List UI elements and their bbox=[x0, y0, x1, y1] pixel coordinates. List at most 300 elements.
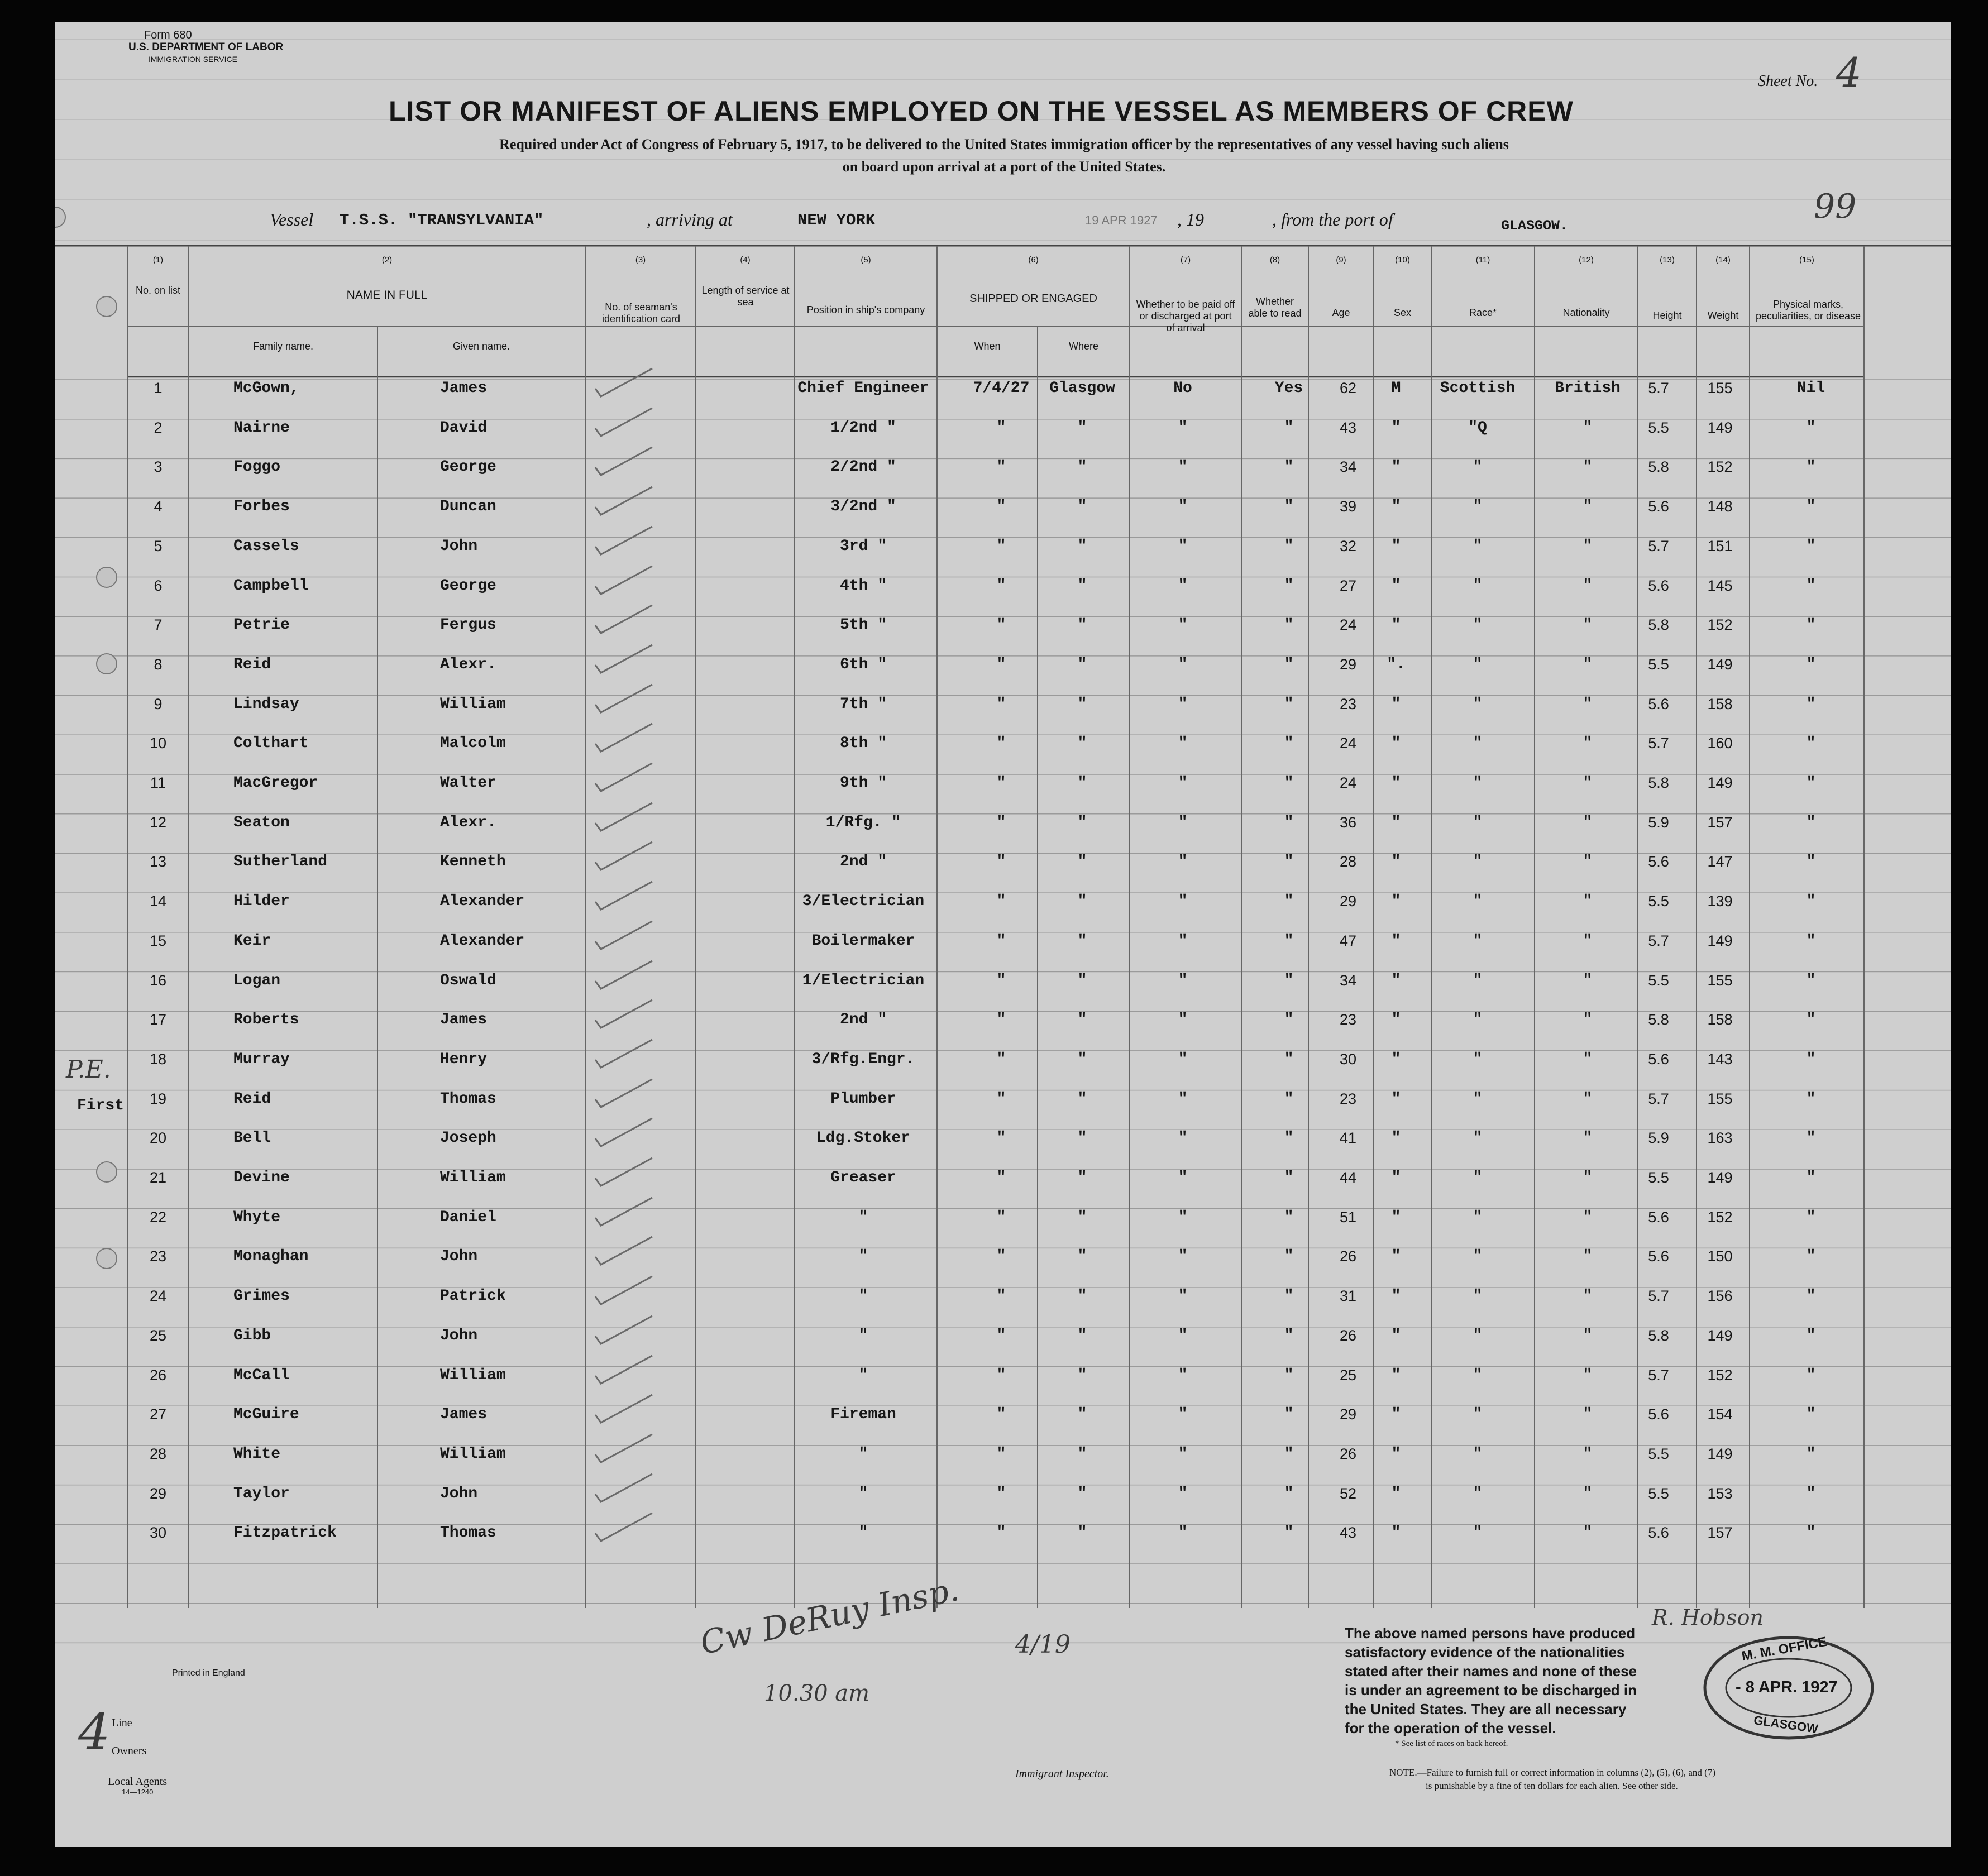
cell-height: 5.5 bbox=[1648, 655, 1669, 673]
cell-marks: " bbox=[1806, 1208, 1816, 1226]
table-row bbox=[55, 686, 1951, 725]
cell-weight: 156 bbox=[1707, 1288, 1733, 1305]
cell-read: " bbox=[1284, 458, 1294, 476]
column-number-5: (5) bbox=[861, 255, 871, 265]
cell-age: 24 bbox=[1339, 735, 1357, 752]
cell-age: 23 bbox=[1339, 1090, 1357, 1107]
check-mark-icon bbox=[591, 1114, 663, 1153]
cell-read: " bbox=[1284, 1130, 1294, 1147]
table-row bbox=[55, 488, 1951, 527]
cell-position: Plumber bbox=[830, 1090, 896, 1108]
cell-given: Alexander bbox=[440, 893, 525, 911]
cell-where: " bbox=[1077, 774, 1087, 792]
check-mark-icon bbox=[591, 522, 663, 561]
cell-age: 31 bbox=[1339, 1288, 1357, 1305]
check-mark-icon bbox=[591, 1272, 663, 1311]
cell-position: Greaser bbox=[830, 1169, 896, 1186]
cell-nat: " bbox=[1583, 1485, 1593, 1502]
form-number: Form 680 bbox=[144, 29, 192, 41]
check-mark-icon bbox=[591, 798, 663, 838]
cell-race: " bbox=[1473, 735, 1483, 753]
cell-height: 5.7 bbox=[1648, 537, 1669, 554]
cell-height: 5.5 bbox=[1648, 972, 1669, 989]
cell-sex: " bbox=[1391, 893, 1401, 911]
cell-paid: " bbox=[1178, 972, 1188, 989]
cell-read: " bbox=[1284, 932, 1294, 950]
check-mark-icon bbox=[591, 838, 663, 877]
cell-weight: 152 bbox=[1707, 458, 1733, 476]
cell-family: McGown, bbox=[233, 380, 299, 397]
cell-given: Oswald bbox=[440, 972, 496, 989]
punch-hole bbox=[96, 1161, 117, 1183]
cell-read: " bbox=[1284, 1090, 1294, 1108]
inspector-signature: Cw DeRuy Insp. bbox=[697, 1570, 962, 1662]
cell-weight: 145 bbox=[1707, 577, 1733, 594]
cell-marks: " bbox=[1806, 1248, 1816, 1266]
cell-sex: " bbox=[1391, 458, 1401, 476]
cell-given: James bbox=[440, 380, 488, 397]
cell-weight: 143 bbox=[1707, 1050, 1733, 1068]
mm-office-stamp bbox=[1702, 1635, 1875, 1741]
cell-position: Ldg.Stoker bbox=[816, 1130, 911, 1147]
cell-weight: 149 bbox=[1707, 1327, 1733, 1344]
cell-marks: " bbox=[1806, 1406, 1816, 1424]
cell-where: " bbox=[1077, 498, 1087, 516]
cell-position: 1/Rfg. " bbox=[825, 813, 901, 831]
cell-nat: " bbox=[1583, 1248, 1593, 1266]
cell-race: " bbox=[1473, 774, 1483, 792]
manifest-sheet bbox=[55, 22, 1951, 1847]
cell-sex: " bbox=[1391, 1050, 1401, 1068]
cell-where: " bbox=[1077, 1485, 1087, 1502]
cell-race: " bbox=[1473, 616, 1483, 634]
cell-paid: " bbox=[1178, 577, 1188, 595]
cell-age: 26 bbox=[1339, 1248, 1357, 1265]
table-row bbox=[55, 1277, 1951, 1317]
cell-nat: " bbox=[1583, 695, 1593, 713]
cell-read: " bbox=[1284, 1485, 1294, 1502]
cell-where: " bbox=[1077, 537, 1087, 555]
cell-family: Roberts bbox=[233, 1011, 299, 1029]
cell-paid: " bbox=[1178, 774, 1188, 792]
cell-when: " bbox=[996, 1366, 1006, 1384]
cell-family: White bbox=[233, 1445, 281, 1463]
statement-line-5: the United States. They are all necessary bbox=[1345, 1701, 1627, 1717]
cell-marks: " bbox=[1806, 1366, 1816, 1384]
cell-marks: " bbox=[1806, 1524, 1816, 1542]
cell-nat: " bbox=[1583, 419, 1593, 437]
cell-position: 2/2nd " bbox=[830, 458, 896, 476]
cell-where: " bbox=[1077, 853, 1087, 871]
check-mark-icon bbox=[591, 364, 663, 403]
cell-height: 5.5 bbox=[1648, 1169, 1669, 1186]
cell-height: 5.7 bbox=[1648, 380, 1669, 396]
cell-read: " bbox=[1284, 1445, 1294, 1463]
cell-read: " bbox=[1284, 498, 1294, 516]
col-sex: Sex bbox=[1393, 307, 1412, 318]
cell-marks: " bbox=[1806, 695, 1816, 713]
statement-line-6: for the operation of the vessel. bbox=[1345, 1720, 1556, 1736]
cell-no: 21 bbox=[149, 1169, 167, 1186]
cell-no: 7 bbox=[154, 616, 163, 634]
table-row bbox=[55, 1475, 1951, 1514]
column-number-9: (9) bbox=[1336, 255, 1346, 265]
cell-paid: " bbox=[1178, 498, 1188, 516]
cell-weight: 157 bbox=[1707, 1524, 1733, 1542]
cell-family: Grimes bbox=[233, 1288, 290, 1305]
officer-signature: R. Hobson bbox=[1652, 1605, 1764, 1630]
cell-read: Yes bbox=[1274, 380, 1303, 397]
table-row bbox=[55, 1001, 1951, 1040]
cell-position: 4th " bbox=[839, 577, 887, 595]
cell-when: " bbox=[996, 1327, 1006, 1344]
cell-given: Alexander bbox=[440, 932, 525, 950]
cell-nat: " bbox=[1583, 1090, 1593, 1108]
table-row bbox=[55, 1357, 1951, 1396]
cell-given: George bbox=[440, 577, 496, 595]
cell-family: Monaghan bbox=[233, 1248, 309, 1266]
cell-marks: " bbox=[1806, 893, 1816, 911]
cell-age: 24 bbox=[1339, 616, 1357, 634]
cell-sex: " bbox=[1391, 853, 1401, 871]
table-row bbox=[55, 409, 1951, 448]
cell-marks: " bbox=[1806, 1169, 1816, 1186]
cell-sex: " bbox=[1391, 1130, 1401, 1147]
cell-race: " bbox=[1473, 1327, 1483, 1344]
table-row bbox=[55, 1514, 1951, 1553]
cell-age: 39 bbox=[1339, 498, 1357, 515]
cell-marks: Nil bbox=[1796, 380, 1825, 397]
cell-position: Boilermaker bbox=[811, 932, 915, 950]
race-note: * See list of races on back hereof. bbox=[1395, 1739, 1508, 1748]
cell-when: " bbox=[996, 655, 1006, 673]
table-row bbox=[55, 567, 1951, 606]
cell-when: " bbox=[996, 695, 1006, 713]
cell-paid: " bbox=[1178, 1406, 1188, 1424]
cell-height: 5.6 bbox=[1648, 577, 1669, 594]
cell-when: " bbox=[996, 1485, 1006, 1502]
cell-marks: " bbox=[1806, 1050, 1816, 1068]
cell-weight: 149 bbox=[1707, 655, 1733, 673]
cell-paid: " bbox=[1178, 1169, 1188, 1186]
cell-height: 5.8 bbox=[1648, 458, 1669, 476]
check-mark-icon bbox=[591, 956, 663, 996]
cell-height: 5.6 bbox=[1648, 1050, 1669, 1068]
cell-nat: " bbox=[1583, 1327, 1593, 1344]
vessel-name: T.S.S. "TRANSYLVANIA" bbox=[340, 211, 544, 229]
cell-marks: " bbox=[1806, 577, 1816, 595]
cell-weight: 152 bbox=[1707, 1208, 1733, 1226]
column-number-4: (4) bbox=[740, 255, 751, 265]
cell-sex: " bbox=[1391, 695, 1401, 713]
cell-paid: " bbox=[1178, 735, 1188, 753]
cell-given: William bbox=[440, 695, 506, 713]
cell-height: 5.7 bbox=[1648, 932, 1669, 949]
cell-when: " bbox=[996, 537, 1006, 555]
cell-nat: " bbox=[1583, 932, 1593, 950]
cell-when: " bbox=[996, 1524, 1006, 1542]
cell-weight: 149 bbox=[1707, 1445, 1733, 1462]
cell-no: 28 bbox=[149, 1445, 167, 1462]
column-number-13: (13) bbox=[1660, 255, 1675, 265]
col-race: Race* bbox=[1469, 307, 1497, 318]
cell-no: 22 bbox=[149, 1208, 167, 1226]
cell-no: 24 bbox=[149, 1288, 167, 1305]
cell-nat: " bbox=[1583, 458, 1593, 476]
cell-race: " bbox=[1473, 972, 1483, 989]
cell-family: Lindsay bbox=[233, 695, 299, 713]
cell-race: " bbox=[1473, 1406, 1483, 1424]
cell-weight: 149 bbox=[1707, 419, 1733, 436]
cell-sex: ". bbox=[1387, 655, 1406, 673]
cell-weight: 151 bbox=[1707, 537, 1733, 554]
cell-read: " bbox=[1284, 577, 1294, 595]
cell-race: " bbox=[1473, 1485, 1483, 1502]
cell-given: Alexr. bbox=[440, 655, 496, 673]
cell-family: Devine bbox=[233, 1169, 290, 1186]
cell-when: 7/4/27 bbox=[973, 380, 1030, 397]
cell-when: " bbox=[996, 1445, 1006, 1463]
cell-weight: 160 bbox=[1707, 735, 1733, 752]
cell-no: 18 bbox=[149, 1050, 167, 1068]
cell-where: " bbox=[1077, 616, 1087, 634]
column-number-2: (2) bbox=[381, 255, 393, 265]
cell-where: " bbox=[1077, 735, 1087, 753]
cell-paid: " bbox=[1178, 1445, 1188, 1463]
cell-sex: " bbox=[1391, 537, 1401, 555]
cell-age: 26 bbox=[1339, 1445, 1357, 1462]
cell-age: 34 bbox=[1339, 972, 1357, 989]
cell-given: David bbox=[440, 419, 488, 437]
cell-no: 1 bbox=[154, 380, 163, 396]
cell-read: " bbox=[1284, 537, 1294, 555]
cell-height: 5.6 bbox=[1648, 1248, 1669, 1265]
table-row bbox=[55, 1396, 1951, 1435]
cell-sex: " bbox=[1391, 735, 1401, 753]
cell-paid: " bbox=[1178, 1011, 1188, 1029]
cell-nat: " bbox=[1583, 853, 1593, 871]
cell-paid: " bbox=[1178, 813, 1188, 831]
cell-when: " bbox=[996, 498, 1006, 516]
table-row bbox=[55, 1238, 1951, 1277]
cell-when: " bbox=[996, 1011, 1006, 1029]
column-number-10: (10) bbox=[1395, 255, 1410, 265]
col-shipped: SHIPPED OR ENGAGED bbox=[969, 293, 1097, 305]
sheet-label: Sheet No. bbox=[1758, 73, 1818, 90]
cell-weight: 157 bbox=[1707, 813, 1733, 831]
stamp-date: - 8 APR. 1927 bbox=[1736, 1678, 1838, 1696]
cell-height: 5.5 bbox=[1648, 893, 1669, 910]
year-label: , 19 bbox=[1177, 209, 1204, 229]
cell-position: 1/Electrician bbox=[802, 972, 925, 989]
table-row bbox=[55, 448, 1951, 487]
cell-age: 43 bbox=[1339, 419, 1357, 436]
cell-no: 11 bbox=[150, 774, 166, 791]
form-subtitle-1: Required under Act of Congress of February 5, 1917, to be delivered to the United States immigration officer by the representatives of any vessel having such aliens bbox=[499, 136, 1509, 152]
cell-paid: " bbox=[1178, 419, 1188, 437]
cell-given: William bbox=[440, 1366, 506, 1384]
cell-position: 3rd " bbox=[839, 537, 887, 555]
form-subtitle-2: on board upon arrival at a port of the United States. bbox=[842, 159, 1166, 175]
column-number-14: (14) bbox=[1715, 255, 1731, 265]
cell-where: " bbox=[1077, 972, 1087, 989]
cell-age: 24 bbox=[1339, 774, 1357, 791]
cell-where: " bbox=[1077, 1366, 1087, 1384]
cell-race: " bbox=[1473, 655, 1483, 673]
stamp-bottom-text: GLASGOW bbox=[1752, 1713, 1819, 1736]
cell-nat: " bbox=[1583, 1288, 1593, 1305]
cell-position: " bbox=[858, 1327, 868, 1344]
check-mark-icon bbox=[591, 917, 663, 956]
cell-where: " bbox=[1077, 1445, 1087, 1463]
table-row bbox=[55, 1119, 1951, 1159]
cell-where: " bbox=[1077, 458, 1087, 476]
cell-no: 14 bbox=[149, 893, 167, 910]
cell-paid: " bbox=[1178, 1248, 1188, 1266]
cell-marks: " bbox=[1806, 1327, 1816, 1344]
cell-position: 5th " bbox=[839, 616, 887, 634]
cell-no: 19 bbox=[149, 1090, 167, 1107]
cell-nat: " bbox=[1583, 1011, 1593, 1029]
cell-paid: " bbox=[1178, 1524, 1188, 1542]
line-label: Line bbox=[112, 1717, 132, 1729]
cell-height: 5.8 bbox=[1648, 616, 1669, 634]
cell-given: William bbox=[440, 1169, 506, 1186]
cell-height: 5.9 bbox=[1648, 813, 1669, 831]
cell-nat: " bbox=[1583, 498, 1593, 516]
cell-sex: " bbox=[1391, 1248, 1401, 1266]
punch-hole bbox=[96, 1248, 117, 1269]
cell-race: " bbox=[1473, 1011, 1483, 1029]
cell-age: 36 bbox=[1339, 813, 1357, 831]
check-mark-icon bbox=[591, 562, 663, 601]
cell-sex: " bbox=[1391, 813, 1401, 831]
cell-marks: " bbox=[1806, 853, 1816, 871]
arrival-port: NEW YORK bbox=[797, 211, 876, 229]
cell-age: 34 bbox=[1339, 458, 1357, 476]
cell-where: " bbox=[1077, 1050, 1087, 1068]
cell-where: " bbox=[1077, 1130, 1087, 1147]
cell-no: 17 bbox=[149, 1011, 167, 1028]
cell-paid: " bbox=[1178, 1208, 1188, 1226]
cell-paid: " bbox=[1178, 1288, 1188, 1305]
cell-family: Keir bbox=[233, 932, 271, 950]
cell-when: " bbox=[996, 1208, 1006, 1226]
cell-height: 5.6 bbox=[1648, 1406, 1669, 1423]
cell-paid: " bbox=[1178, 695, 1188, 713]
cell-nat: " bbox=[1583, 1050, 1593, 1068]
cell-sex: " bbox=[1391, 1366, 1401, 1384]
cell-height: 5.8 bbox=[1648, 1011, 1669, 1028]
cell-paid: " bbox=[1178, 537, 1188, 555]
cell-age: 30 bbox=[1339, 1050, 1357, 1068]
cell-weight: 155 bbox=[1707, 972, 1733, 989]
printed-note: Printed in England bbox=[172, 1668, 245, 1678]
cell-when: " bbox=[996, 972, 1006, 989]
table-row bbox=[55, 1080, 1951, 1119]
cell-marks: " bbox=[1806, 1090, 1816, 1108]
check-mark-icon bbox=[591, 719, 663, 758]
cell-when: " bbox=[996, 932, 1006, 950]
cell-age: 62 bbox=[1339, 380, 1357, 396]
cell-sex: " bbox=[1391, 972, 1401, 989]
cell-race: " bbox=[1473, 1050, 1483, 1068]
column-number-3: (3) bbox=[635, 255, 646, 265]
arriving-label: , arriving at bbox=[647, 209, 733, 229]
cell-where: " bbox=[1077, 1524, 1087, 1542]
cell-given: Henry bbox=[440, 1050, 488, 1068]
cell-race: " bbox=[1473, 695, 1483, 713]
cell-marks: " bbox=[1806, 616, 1816, 634]
cell-marks: " bbox=[1806, 1130, 1816, 1147]
check-mark-icon bbox=[591, 1351, 663, 1390]
cell-sex: M bbox=[1391, 380, 1401, 397]
cell-position: 8th " bbox=[839, 735, 887, 753]
cell-given: Fergus bbox=[440, 616, 496, 634]
cell-when: " bbox=[996, 853, 1006, 871]
cell-when: " bbox=[996, 1050, 1006, 1068]
check-mark-icon bbox=[591, 482, 663, 521]
cell-race: " bbox=[1473, 1090, 1483, 1108]
check-mark-icon bbox=[591, 1232, 663, 1271]
cell-marks: " bbox=[1806, 458, 1816, 476]
cell-no: 27 bbox=[149, 1406, 167, 1423]
cell-where: " bbox=[1077, 695, 1087, 713]
table-row bbox=[55, 1041, 1951, 1080]
cell-position: 2nd " bbox=[839, 853, 887, 871]
cell-position: Fireman bbox=[830, 1406, 896, 1424]
cell-age: 23 bbox=[1339, 695, 1357, 712]
cell-nat: " bbox=[1583, 616, 1593, 634]
note-line-2: is punishable by a fine of ten dollars for each alien. See other side. bbox=[1426, 1781, 1678, 1791]
cell-marks: " bbox=[1806, 498, 1816, 516]
cell-where: " bbox=[1077, 1090, 1087, 1108]
cell-read: " bbox=[1284, 1366, 1294, 1384]
cell-race: " bbox=[1473, 1208, 1483, 1226]
cell-read: " bbox=[1284, 1288, 1294, 1305]
cell-age: 29 bbox=[1339, 1406, 1357, 1423]
department: U.S. DEPARTMENT OF LABOR bbox=[128, 41, 284, 53]
inspector-caption: Immigrant Inspector. bbox=[1015, 1768, 1109, 1780]
column-number-7: (7) bbox=[1180, 255, 1191, 265]
cell-read: " bbox=[1284, 1406, 1294, 1424]
cell-height: 5.7 bbox=[1648, 735, 1669, 752]
table-row bbox=[55, 606, 1951, 645]
cell-paid: " bbox=[1178, 655, 1188, 673]
cell-when: " bbox=[996, 458, 1006, 476]
cell-family: Campbell bbox=[233, 577, 309, 595]
cell-no: 15 bbox=[149, 932, 167, 949]
cell-when: " bbox=[996, 893, 1006, 911]
cell-family: Taylor bbox=[233, 1485, 290, 1502]
cell-marks: " bbox=[1806, 735, 1816, 753]
cell-age: 51 bbox=[1339, 1208, 1357, 1226]
cell-when: " bbox=[996, 1406, 1006, 1424]
check-mark-icon bbox=[591, 1390, 663, 1429]
col-length-service: Length of service at sea bbox=[701, 285, 790, 308]
cell-height: 5.8 bbox=[1648, 774, 1669, 791]
table-row bbox=[55, 962, 1951, 1001]
cell-family: MacGregor bbox=[233, 774, 318, 792]
cell-position: 3/Electrician bbox=[802, 893, 925, 911]
cell-given: Patrick bbox=[440, 1288, 506, 1305]
column-number-1: (1) bbox=[152, 255, 164, 265]
col-height: Height bbox=[1652, 310, 1682, 321]
cell-family: Reid bbox=[233, 1090, 271, 1108]
cell-nat: " bbox=[1583, 1366, 1593, 1384]
punch-hole bbox=[96, 567, 117, 588]
cell-given: John bbox=[440, 1327, 478, 1344]
